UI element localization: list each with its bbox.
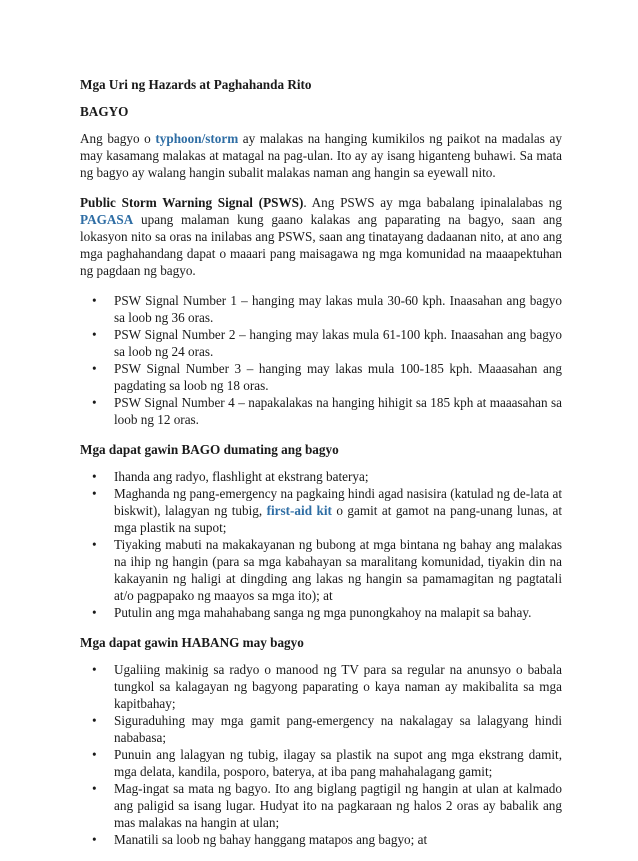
psws-text-end: upang malaman kung gaano kalakas ang paparating na bagyo, saan ang lokasyon nito sa oras na inilabas ang PSWS, saan ang tinatayang dadaanan nito, at ano ang mga paghahandang dapat o maaari pang maisagawa ng mga komunidad na maaapektuhan ng pagdaan ng bagyo. [80,212,562,278]
before-list [80,468,562,621]
list-item: • PSW Signal Number 3 – hanging may lakas mula 100-185 kph. Maaasahan ang pagdating sa loob ng 18 oras. [114,360,562,394]
document-title: Mga Uri ng Hazards at Paghahanda Rito [80,77,312,92]
psws-term: Public Storm Warning Signal (PSWS) [80,195,304,210]
list-item: • Manatili sa loob ng bahay hanggang matapos ang bagyo; at [114,831,562,848]
item-text-start: Maghanda ng pang-emergency na pagkaing hindi agad nasisira (katulad ng de-lata at biskwit), lalagyan ng tubig, [114,486,562,518]
first-aid-term: first-aid kit [266,503,332,518]
list-item: • Tiyaking mabuti na makakayanan ng bubong at mga bintana ng bahay ang malakas na ihip ng hangin (para sa mga kabahayan sa maralitang komunidad, tiyakin din na kakayanin ng haligi at dingding ang lakas ng hangin sa pamamagitan ng pagtatali at/o pagpapako ng maayos sa mga ito); at [114,536,562,604]
during-heading: Mga dapat gawin HABANG may bagyo [80,635,304,650]
list-item: • PSW Signal Number 4 – napakalakas na hanging hihigit sa 185 kph at maaasahan sa loob ng 12 oras. [114,394,562,428]
list-item: • PSW Signal Number 1 – hanging may lakas mula 30-60 kph. Inaasahan ang bagyo sa loob ng 36 oras. [114,292,562,326]
signal-list [80,292,562,428]
psws-text-start: . Ang PSWS ay mga babalang ipinalalabas ng [303,195,562,210]
section-heading-bagyo: BAGYO [80,104,129,119]
list-item: • Ugaliing makinig sa radyo o manood ng TV para sa regular na anunsyo o babala tungkol sa kalagayan ng bagyong paparating o kaya naman ay makibalita sa mga kapitbahay; [114,661,562,712]
intro-paragraph [80,130,562,181]
document-page [80,76,562,861]
list-item: • Punuin ang lalagyan ng tubig, ilagay sa plastik na supot ang mga ekstrang damit, mga delata, kandila, posporo, baterya, at iba pang mahahalagang gamit; [114,746,562,780]
pagasa-term: PAGASA [80,212,134,227]
during-list [80,661,562,848]
list-item: • Mag-ingat sa mata ng bagyo. Ito ang biglang pagtigil ng hangin at ulan at kalmado ang paligid sa isang lugar. Hudyat ito na pagkaraan ng halos 2 oras ay babalik ang mas malakas na hangin at ulan; [114,780,562,831]
item-text-end: o gamit at gamot na pang-unang lunas, at mga plastik na supot; [114,503,562,535]
list-item [114,485,562,536]
list-item: • Ihanda ang radyo, flashlight at ekstrang baterya; [114,468,562,485]
psws-paragraph [80,194,562,279]
intro-text-start: Ang bagyo o [80,131,156,146]
list-item: • Putulin ang mga mahahabang sanga ng mga punongkahoy na malapit sa bahay. [114,604,562,621]
list-item: • PSW Signal Number 2 – hanging may lakas mula 61-100 kph. Inaasahan ang bagyo sa loob ng 24 oras. [114,326,562,360]
list-item: • Siguraduhing may mga gamit pang-emergency na nakalagay sa lalagyang hindi nababasa; [114,712,562,746]
before-heading: Mga dapat gawin BAGO dumating ang bagyo [80,442,339,457]
intro-text-end: ay malakas na hanging kumikilos ng paikot na madalas ay may kasamang malakas at matagal na pag-ulan. Ito ay ay isang higanteng buhawi. Sa mata ng bagyo ay walang hangin subalit malakas naman ang hangin sa eyewall nito. [80,131,562,180]
typhoon-term: typhoon/storm [155,131,239,146]
